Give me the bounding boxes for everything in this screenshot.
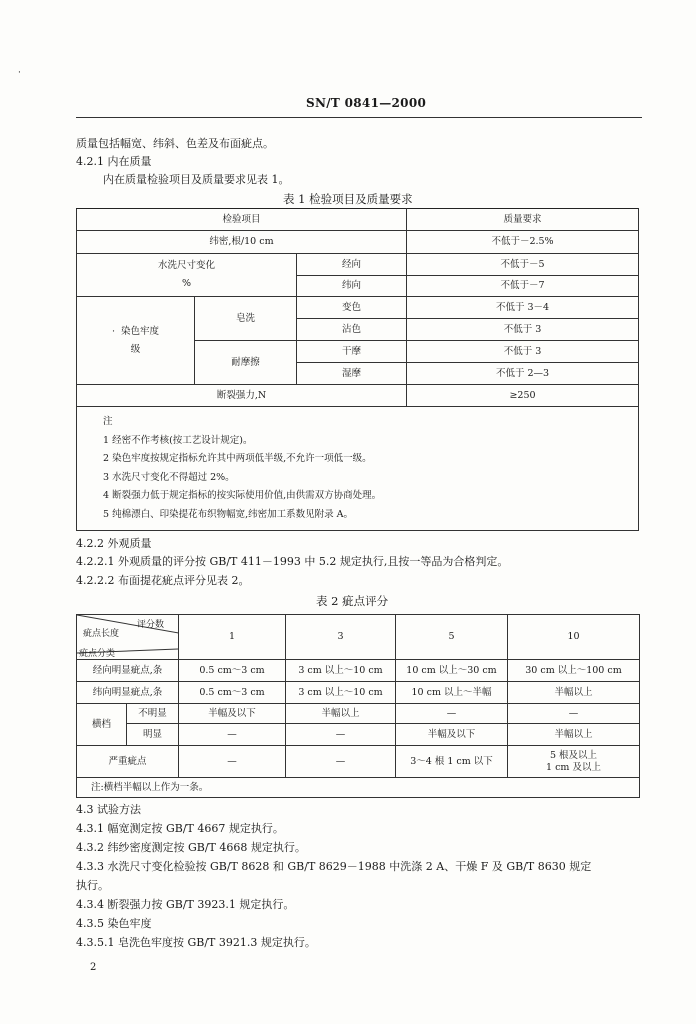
t2-severe-10 bbox=[508, 746, 640, 778]
t2-weft-1: 0.5 cm～3 cm bbox=[179, 682, 286, 704]
t2-weft-5: 10 cm 以上～半幅 bbox=[396, 682, 508, 704]
t1-strength-req: ≥250 bbox=[407, 385, 639, 407]
t1-shrink-weft-req: 不低于－7 bbox=[407, 276, 639, 297]
t1-fastness-title: 染色牢度 bbox=[121, 325, 160, 337]
t1-wash-stain-req: 不低于 3 bbox=[407, 319, 639, 341]
t1-rub-dry: 干摩 bbox=[297, 341, 407, 363]
section-4-2-2-2: 4.2.2.2 布面提花疵点评分见表 2。 bbox=[76, 574, 250, 587]
t1-wash-change-req: 不低于 3－4 bbox=[407, 297, 639, 319]
t2-warp-5: 10 cm 以上～30 cm bbox=[396, 660, 508, 682]
t1-wash-label: 皂洗 bbox=[195, 297, 297, 341]
t2-weft-10: 半幅以上 bbox=[508, 682, 640, 704]
t1-note-2: 2 染色牢度按规定指标允许其中两项低半级,不允许一项低一级。 bbox=[103, 453, 372, 464]
t1-shrink-title: 水洗尺寸变化 bbox=[157, 260, 215, 271]
t1-rub-dry-req: 不低于 3 bbox=[407, 341, 639, 363]
section-4-3-1: 4.3.1 幅宽测定按 GB/T 4667 规定执行。 bbox=[76, 822, 284, 835]
t2-severe-10-line1: 5 根及以上 bbox=[549, 749, 598, 761]
t1-notes-title: 注 bbox=[103, 416, 113, 427]
section-4-3-3-cont: 执行。 bbox=[76, 879, 109, 892]
t1-wash-change: 变色 bbox=[297, 297, 407, 319]
section-4-3-5-1: 4.3.5.1 皂洗色牢度按 GB/T 3921.3 规定执行。 bbox=[76, 936, 316, 949]
section-4-3-heading: 4.3 试验方法 bbox=[76, 803, 141, 816]
t2-cross-unclear-10: — bbox=[508, 704, 640, 724]
t2-severe-label: 严重疵点 bbox=[77, 746, 179, 778]
t2-cross-clear-3: — bbox=[286, 724, 396, 746]
t2-diag-length: 疵点长度 bbox=[83, 629, 120, 639]
section-4-2-2-heading: 4.2.2 外观质量 bbox=[76, 537, 152, 550]
t2-severe-1: — bbox=[179, 746, 286, 778]
section-4-2-1-text: 内在质量检验项目及质量要求见表 1。 bbox=[103, 173, 290, 186]
t2-diagonal-header bbox=[77, 615, 179, 660]
table1-caption: 表 1 检验项目及质量要求 bbox=[283, 192, 413, 206]
t1-header-item: 检验项目 bbox=[77, 209, 407, 231]
table2-defect-scoring bbox=[76, 614, 640, 798]
t1-note-5: 5 纯棉漂白、印染提花布织物幅宽,纬密加工系数见附录 A。 bbox=[103, 508, 353, 520]
t2-warp-10: 30 cm 以上～100 cm bbox=[508, 660, 640, 682]
t2-warp-3: 3 cm 以上～10 cm bbox=[286, 660, 396, 682]
t1-header-req: 质量要求 bbox=[407, 209, 639, 231]
t2-severe-3: — bbox=[286, 746, 396, 778]
t2-diag-category: 疵点分类 bbox=[79, 649, 116, 659]
t2-severe-10-line2: 1 cm 及以上 bbox=[546, 761, 601, 773]
t1-note-1: 1 经密不作考核(按工艺设计规定)。 bbox=[103, 434, 253, 446]
table1-inspection-items bbox=[76, 208, 639, 531]
t1-shrink-unit: % bbox=[181, 278, 192, 289]
t1-note-4: 4 断裂强力低于规定指标的按实际使用价值,由供需双方协商处理。 bbox=[103, 490, 382, 501]
t1-note-3: 3 水洗尺寸变化不得超过 2%。 bbox=[103, 471, 235, 483]
t1-rub-wet: 湿摩 bbox=[297, 363, 407, 385]
t2-score-10: 10 bbox=[508, 615, 640, 660]
table2-caption: 表 2 疵点评分 bbox=[316, 594, 389, 608]
section-4-3-3: 4.3.3 水洗尺寸变化检验按 GB/T 8628 和 GB/T 8629－1988 中洗涤 2 A、干燥 F 及 GB/T 8630 规定 bbox=[76, 860, 592, 873]
t2-cross-clear-label: 明显 bbox=[127, 724, 179, 746]
t1-shrink-warp-req: 不低于－5 bbox=[407, 254, 639, 276]
t1-shrink-label bbox=[77, 254, 297, 297]
t2-weft-3: 3 cm 以上～10 cm bbox=[286, 682, 396, 704]
t1-strength-label: 断裂强力,N bbox=[77, 385, 407, 407]
section-4-2-2-1: 4.2.2.1 外观质量的评分按 GB/T 411－1993 中 5.2 规定执行,且按一等品为合格判定。 bbox=[76, 555, 509, 568]
t1-notes bbox=[77, 407, 639, 531]
standard-code-header: SN/T 0841—2000 bbox=[306, 96, 427, 110]
t2-cross-clear-5: 半幅及以下 bbox=[396, 724, 508, 746]
t2-weft-label: 纬向明显疵点,条 bbox=[77, 682, 179, 704]
t2-cross-unclear-label: 不明显 bbox=[127, 704, 179, 724]
t1-rub-label: 耐摩擦 bbox=[195, 341, 297, 385]
t2-warp-label: 经向明显疵点,条 bbox=[77, 660, 179, 682]
t2-score-1: 1 bbox=[179, 615, 286, 660]
t2-cross-label: 横档 bbox=[77, 704, 127, 746]
header-rule bbox=[76, 117, 642, 118]
scan-speck: · bbox=[18, 68, 21, 78]
t1-fastness-unit: 级 bbox=[130, 343, 141, 355]
section-4-2-1-heading: 4.2.1 内在质量 bbox=[76, 155, 152, 168]
t1-weft-density-req: 不低于－2.5% bbox=[407, 231, 639, 254]
t2-warp-1: 0.5 cm～3 cm bbox=[179, 660, 286, 682]
page-number: 2 bbox=[90, 962, 97, 973]
t1-fastness-label bbox=[77, 297, 195, 385]
t2-note: 注:横档半幅以上作为一条。 bbox=[77, 778, 640, 798]
intro-text: 质量包括幅宽、纬斜、色差及布面疵点。 bbox=[76, 137, 274, 150]
t2-cross-unclear-5: — bbox=[396, 704, 508, 724]
t2-score-5: 5 bbox=[396, 615, 508, 660]
t2-cross-clear-1: — bbox=[179, 724, 286, 746]
t1-weft-density-label: 纬密,根/10 cm bbox=[77, 231, 407, 254]
t2-cross-clear-10: 半幅以上 bbox=[508, 724, 640, 746]
t1-shrink-weft: 纬向 bbox=[297, 276, 407, 297]
section-4-3-4: 4.3.4 断裂强力按 GB/T 3923.1 规定执行。 bbox=[76, 898, 295, 911]
t1-rub-wet-req: 不低于 2—3 bbox=[407, 363, 639, 385]
t1-wash-stain: 沾色 bbox=[297, 319, 407, 341]
t2-cross-unclear-3: 半幅以上 bbox=[286, 704, 396, 724]
t2-severe-5: 3～4 根 1 cm 以下 bbox=[396, 746, 508, 778]
t1-fastness-bullet: · bbox=[111, 325, 115, 337]
t2-score-3: 3 bbox=[286, 615, 396, 660]
t2-cross-unclear-1: 半幅及以下 bbox=[179, 704, 286, 724]
t1-shrink-warp: 经向 bbox=[297, 254, 407, 276]
t2-diag-score: 评分数 bbox=[137, 620, 165, 630]
section-4-3-2: 4.3.2 纬纱密度测定按 GB/T 4668 规定执行。 bbox=[76, 841, 306, 854]
section-4-3-5: 4.3.5 染色牢度 bbox=[76, 917, 152, 930]
